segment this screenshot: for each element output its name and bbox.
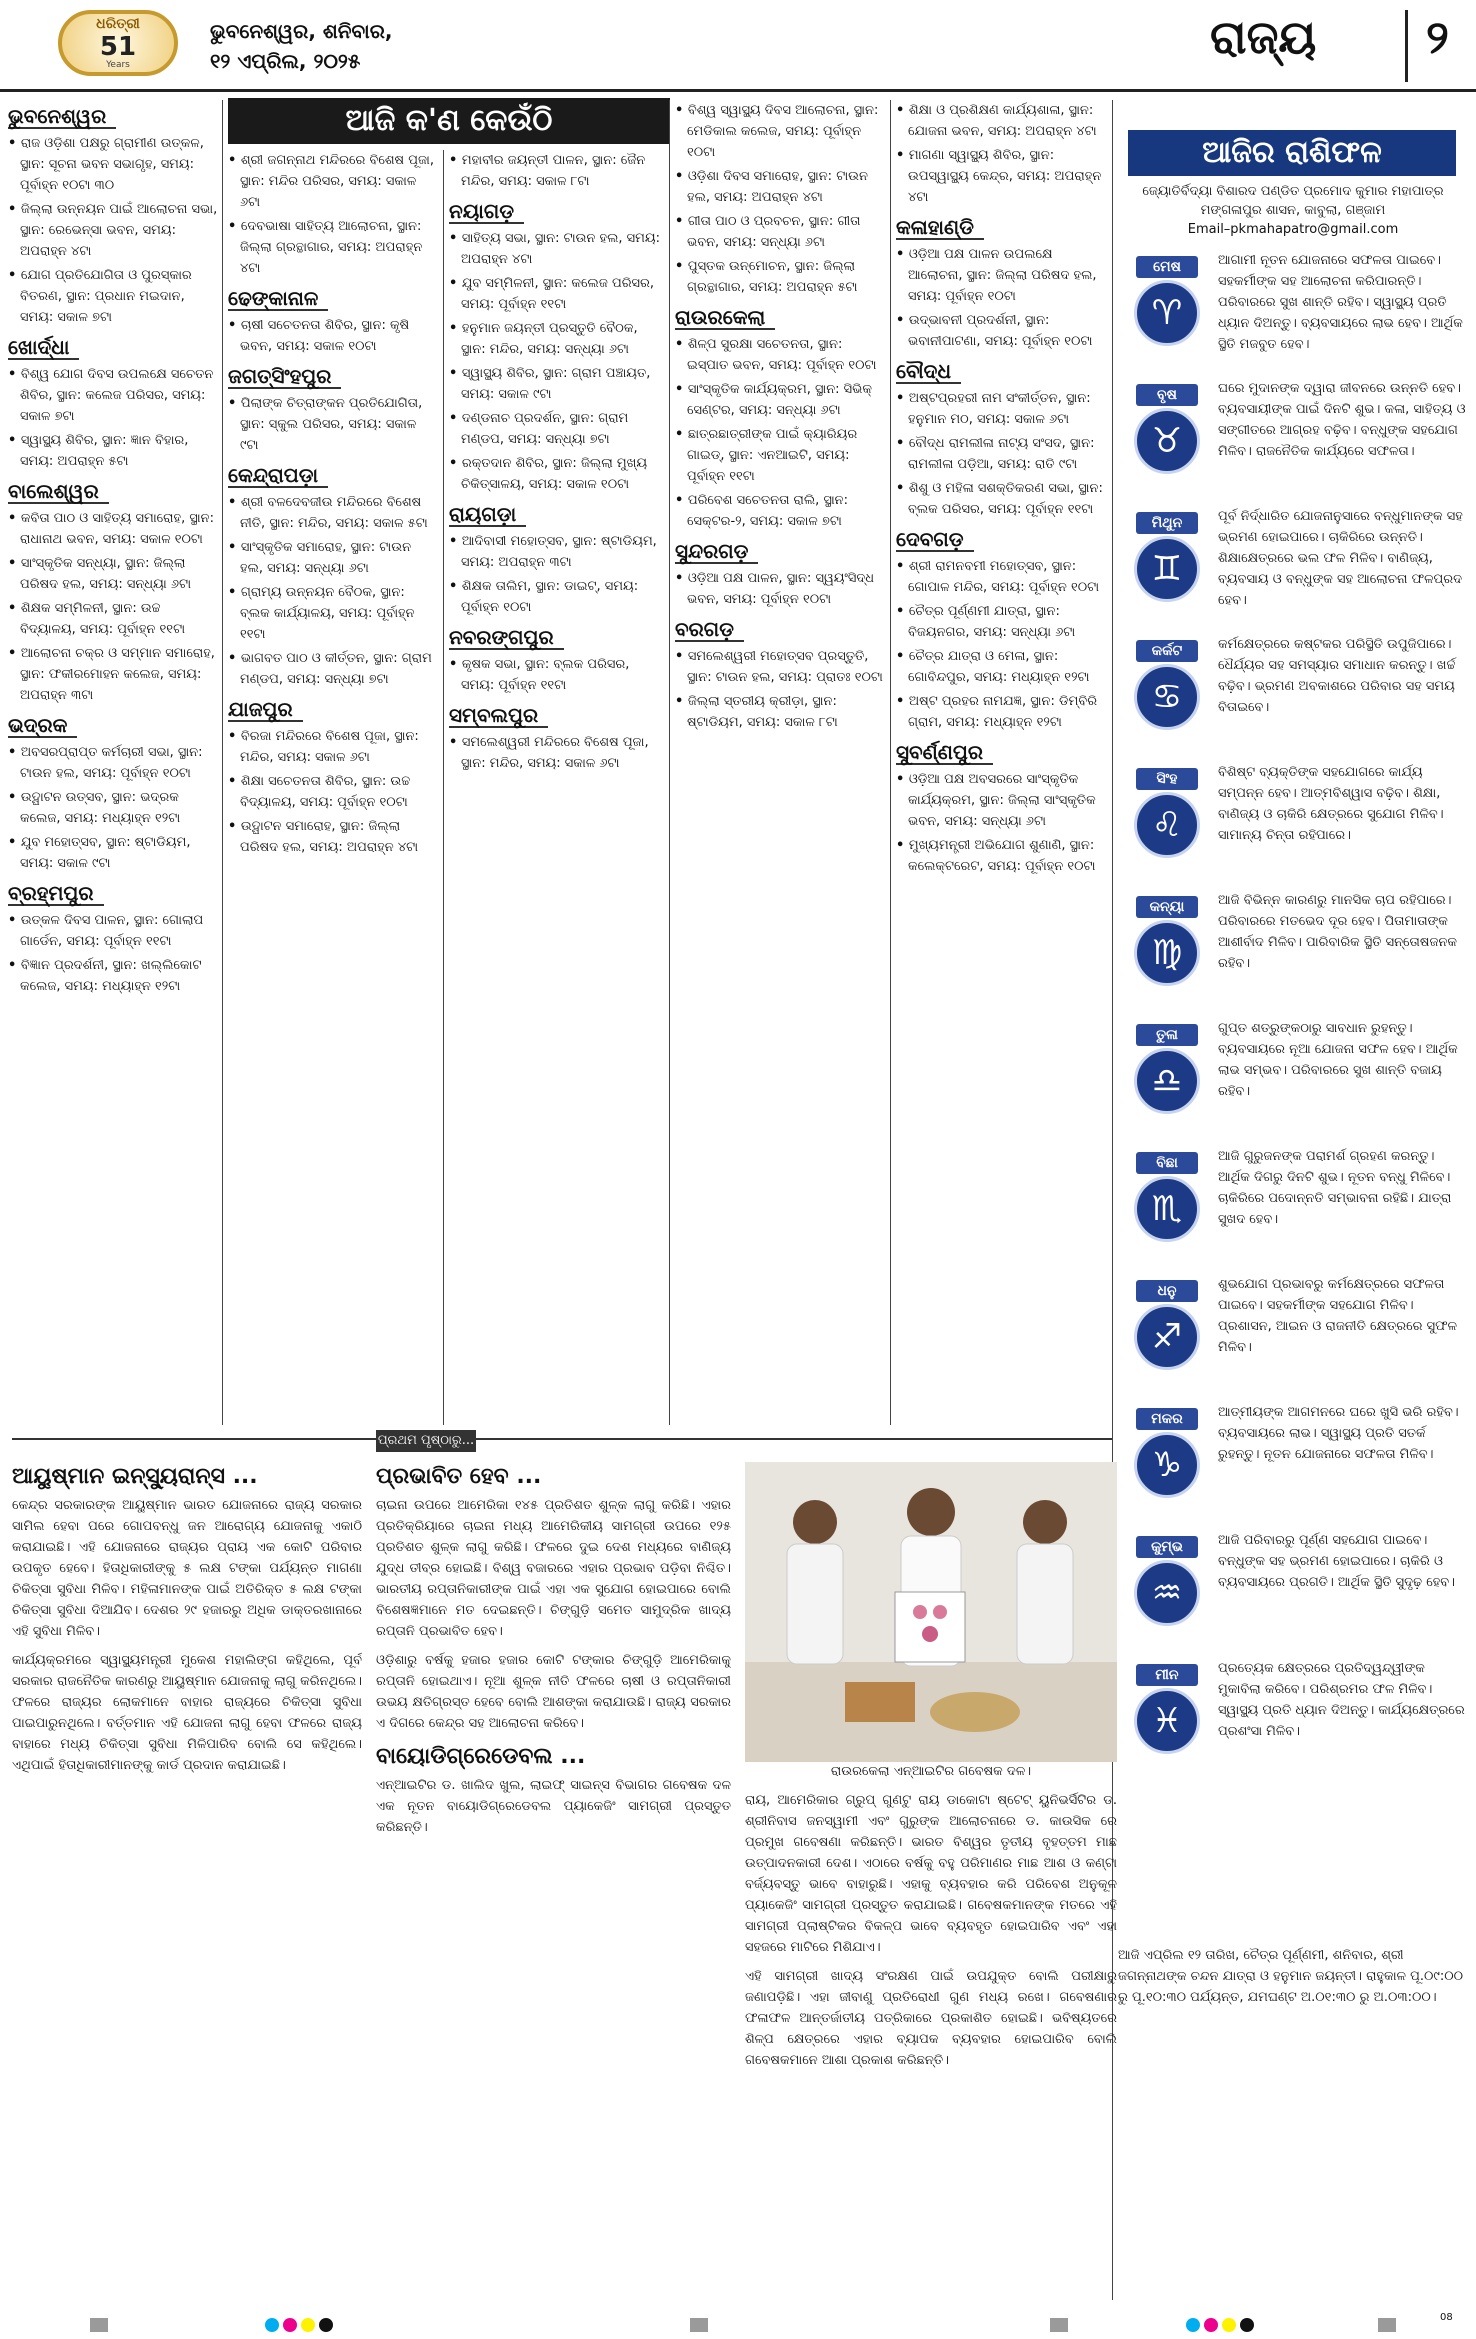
events-column-2 bbox=[228, 150, 438, 1425]
page-number: ୨ bbox=[1405, 10, 1449, 82]
zodiac-prediction: ଶୁଭଯୋଗ ପ୍ରଭାବରୁ କର୍ମକ୍ଷେତ୍ରରେ ସଫଳତା ପାଇବେ। ସହକର୍ମୀଙ୍କ ସହଯୋଗ ମିଳିବ। ପ୍ରଶାସନ, ଆଇନ ଓ ରାଜନୀତି କ୍ଷେତ୍ରରେ ସୁଫଳ ମିଳିବ। bbox=[1218, 1277, 1457, 1355]
zodiac-sign bbox=[1128, 1530, 1468, 1652]
almanac-note: ଆଜି ଏପ୍ରିଲ ୧୨ ତାରିଖ, ଚୈତ୍ର ପୂର୍ଣ୍ଣମୀ, ଶନିବାର, ଶ୍ରୀ ଜଗନ୍ନାଥଙ୍କ ଚନ୍ଦନ ଯାତ୍ରା ଓ ହନୁମାନ ଜୟନ୍ତୀ। ରାହୁକାଳ ପୂ.୦୯:୦୦ ରୁ ପୂ.୧୦:୩୦ ପର୍ଯ୍ୟନ୍ତ, ଯମଘଣ୍ଟ ଅ.୦୧:୩୦ ରୁ ଅ.୦୩:୦୦। bbox=[1118, 1948, 1464, 2005]
black-dot bbox=[319, 2318, 333, 2332]
article-body: ଏହି ସାମଗ୍ରୀ ଖାଦ୍ୟ ସଂରକ୍ଷଣ ପାଇଁ ଉପଯୁକ୍ତ ବୋଲି ପରୀକ୍ଷାରୁ ଜଣାପଡ଼ିଛି। ଏହା ଜୀବାଣୁ ପ୍ରତିରୋଧୀ ଗୁଣ ମଧ୍ୟ ରଖେ। ଗବେଷଣାର ଫଳାଫଳ ଆନ୍ତର୍ଜାତୀୟ ପତ୍ରିକାରେ ପ୍ରକାଶିତ ହୋଇଛି। ଭବିଷ୍ୟତରେ ଶିଳ୍ପ କ୍ଷେତ୍ରରେ ଏହାର ବ୍ୟାପକ ବ୍ୟବହାର ହୋଇପାରିବ ବୋଲି ଗବେଷକମାନେ ଆଶା ପ୍ରକାଶ କରିଛନ୍ତି। bbox=[745, 1969, 1117, 2068]
zodiac-name: ବୃଷ bbox=[1136, 384, 1198, 406]
events-column-4 bbox=[675, 100, 885, 1425]
article-headline: ଆୟୁଷ୍ମାନ ଇନ୍ସ୍ୟୁରାନ୍ସ ... bbox=[12, 1464, 258, 1489]
list-item: • ବିଶ୍ୱ ସ୍ୱାସ୍ଥ୍ୟ ଦିବସ ଆଲୋଚନା, ସ୍ଥାନ: ମେଡିକାଲ କଲେଜ, ସମୟ: ପୂର୍ବାହ୍ନ ୧୦ଟା bbox=[675, 100, 885, 163]
events-column-1 bbox=[8, 100, 218, 1425]
zodiac-name: ମିଥୁନ bbox=[1136, 512, 1198, 534]
zodiac-medallion bbox=[1128, 1664, 1208, 1756]
city-heading: ଢେଙ୍କାନାଳ bbox=[228, 288, 328, 311]
zodiac-prediction: କର୍ମକ୍ଷେତ୍ରରେ କଷ୍ଟକର ପରିସ୍ଥିତି ଉପୁଜିପାରେ। ଧୈର୍ଯ୍ୟର ସହ ସମସ୍ୟାର ସମାଧାନ କରନ୍ତୁ। ଖର୍ଚ୍ଚ ବଢ଼ିବ। ଭ୍ରମଣ ଅବକାଶରେ ପରିବାର ସହ ସମୟ ବିତାଇବେ। bbox=[1218, 637, 1456, 715]
article-column-3 bbox=[745, 1790, 1117, 2310]
list-item: • ଶ୍ରୀ ବଳଦେବଜୀଉ ମନ୍ଦିରରେ ବିଶେଷ ନୀତି, ସ୍ଥାନ: ମନ୍ଦିର, ସମୟ: ସକାଳ ୫ଟା bbox=[228, 492, 438, 534]
zodiac-name: କନ୍ୟା bbox=[1136, 896, 1198, 918]
list-item: • ଅବସରପ୍ରାପ୍ତ କର୍ମଚାରୀ ସଭା, ସ୍ଥାନ: ଟାଉନ ହଲ, ସମୟ: ପୂର୍ବାହ୍ନ ୧୦ଟା bbox=[8, 742, 218, 784]
article-body: ରାୟ, ଆମେରିକାର ଗ୍ରୁପ୍ ଗୁଣଟୁ ରାୟ ଡାକୋଟା ଷ୍ଟେଟ୍ ୟୁନିଭର୍ସିଟିର ଡ. ଶ୍ରୀନିବାସ ଜନସ୍ୱାମୀ ଏବଂ ଗୁରୁଙ୍କ ଆଲୋଚନାରେ ଡ. କାଉସିକ ରେ ପ୍ରମୁଖ ଗବେଷଣା କରିଛନ୍ତି। ଭାରତ ବିଶ୍ୱର ତୃତୀୟ ବୃହତ୍ତମ ମାଛ ଉତ୍ପାଦନକାରୀ ଦେଶ। ଏଠାରେ ବର୍ଷକୁ ବହୁ ପରିମାଣର ମାଛ ଆଶ ଓ କଣ୍ଟା ବର୍ଜ୍ୟବସ୍ତୁ ଭାବେ ବାହାରୁଛି। ଏହାକୁ ବ୍ୟବହାର କରି ପରିବେଶ ଅନୁକୂଳ ପ୍ୟାକେଜିଂ ସାମଗ୍ରୀ ପ୍ରସ୍ତୁତ କରାଯାଇଛି। ଗବେଷକମାନଙ୍କ ମତରେ ଏହି ସାମଗ୍ରୀ ପ୍ଲାଷ୍ଟିକର ବିକଳ୍ପ ଭାବେ ବ୍ୟବହୃତ ହୋଇପାରିବ ଏବଂ ଏହା ସହଜରେ ମାଟିରେ ମିଶିଯାଏ। bbox=[745, 1793, 1117, 1955]
list-item: • ଶିକ୍ଷକ ତାଲିମ, ସ୍ଥାନ: ଡାଇଟ୍, ସମୟ: ପୂର୍ବାହ୍ନ ୧୦ଟା bbox=[449, 576, 664, 618]
zodiac-name: ମୀନ bbox=[1136, 1664, 1198, 1686]
list-item: • ଚୈତ୍ର ପୂର୍ଣ୍ଣମୀ ଯାତ୍ରା, ସ୍ଥାନ: ବିଜୟନଗର, ସମୟ: ସନ୍ଧ୍ୟା ୬ଟା bbox=[896, 601, 1106, 643]
list-item: • ଓଡ଼ିଆ ପକ୍ଷ ପାଳନ, ସ୍ଥାନ: ସ୍ୱୟଂସିଦ୍ଧ ଭବନ, ସମୟ: ପୂର୍ବାହ୍ନ ୧୦ଟା bbox=[675, 568, 885, 610]
city-heading: ରାୟଗଡ଼ା bbox=[449, 504, 526, 527]
list-item: • ହନୁମାନ ଜୟନ୍ତୀ ପ୍ରସ୍ତୁତି ବୈଠକ, ସ୍ଥାନ: ମନ୍ଦିର, ସମୟ: ସନ୍ଧ୍ୟା ୬ଟା bbox=[449, 318, 664, 360]
list-item: • ବିଜ୍ଞାନ ପ୍ରଦର୍ଶନୀ, ସ୍ଥାନ: ଖଲ୍ଲିକୋଟ କଲେଜ, ସମୟ: ମଧ୍ୟାହ୍ନ ୧୨ଟା bbox=[8, 955, 218, 997]
list-item: • ମାଗଣା ସ୍ୱାସ୍ଥ୍ୟ ଶିବିର, ସ୍ଥାନ: ଉପସ୍ୱାସ୍ଥ୍ୟ କେନ୍ଦ୍ର, ସମୟ: ଅପରାହ୍ନ ୪ଟା bbox=[896, 145, 1106, 208]
page-code: 08 bbox=[1440, 2312, 1453, 2323]
zodiac-medallion bbox=[1128, 256, 1208, 348]
list-item: • ଉତ୍କଳ ଦିବସ ପାଳନ, ସ୍ଥାନ: ଗୋଲାପ ଗାର୍ଡେନ, ସମୟ: ପୂର୍ବାହ୍ନ ୧୧ଟା bbox=[8, 910, 218, 952]
zodiac-prediction: ଆଜି ଗୁରୁଜନଙ୍କ ପରାମର୍ଶ ଗ୍ରହଣ କରନ୍ତୁ। ଆର୍ଥିକ ଦିଗରୁ ଦିନଟି ଶୁଭ। ନୂତନ ବନ୍ଧୁ ମିଳିବେ। ଚାକିରିରେ ପଦୋନ୍ନତି ସମ୍ଭାବନା ରହିଛି। ଯାତ୍ରା ସୁଖଦ ହେବ। bbox=[1218, 1149, 1452, 1227]
zodiac-medallion bbox=[1128, 1152, 1208, 1244]
zodiac-medallion bbox=[1128, 1280, 1208, 1372]
list-item: • ମୁଖ୍ୟମନ୍ତ୍ରୀ ଅଭିଯୋଗ ଶୁଣାଣି, ସ୍ଥାନ: କଲେକ୍ଟରେଟ, ସମୟ: ପୂର୍ବାହ୍ନ ୧୦ଟା bbox=[896, 835, 1106, 877]
photo-illustration bbox=[745, 1462, 1117, 1762]
list-item: • ପିଲାଙ୍କ ଚିତ୍ରାଙ୍କନ ପ୍ରତିଯୋଗିତା, ସ୍ଥାନ: ସ୍କୁଲ ପରିସର, ସମୟ: ସକାଳ ୯ଟା bbox=[228, 393, 438, 456]
list-item: • ଗ୍ରାମ୍ୟ ଉନ୍ନୟନ ବୈଠକ, ସ୍ଥାନ: ବ୍ଲକ କାର୍ଯ୍ୟାଳୟ, ସମୟ: ପୂର୍ବାହ୍ନ ୧୧ଟା bbox=[228, 582, 438, 645]
list-item: • ଶ୍ରୀ ଜଗନ୍ନାଥ ମନ୍ଦିରରେ ବିଶେଷ ପୂଜା, ସ୍ଥାନ: ମନ୍ଦିର ପରିସର, ସମୟ: ସକାଳ ୬ଟା bbox=[228, 150, 438, 213]
list-item: • ଆଦିବାସୀ ମହୋତ୍ସବ, ସ୍ଥାନ: ଷ୍ଟାଡିୟମ, ସମୟ: ଅପରାହ୍ନ ୩ଟା bbox=[449, 531, 664, 573]
zodiac-name: ମେଷ bbox=[1136, 256, 1198, 278]
zodiac-symbol-icon: ♋ bbox=[1134, 664, 1200, 730]
masthead bbox=[0, 0, 1476, 92]
cyan-dot bbox=[1186, 2318, 1200, 2332]
magenta-dot bbox=[1204, 2318, 1218, 2332]
city-heading: ଭୁବନେଶ୍ୱର bbox=[8, 106, 116, 129]
article-body: ଚାଇନା ଉପରେ ଆମେରିକା ୧୪୫ ପ୍ରତିଶତ ଶୁଳ୍କ ଲାଗୁ କରିଛି। ଏହାର ପ୍ରତିକ୍ରିୟାରେ ଚାଇନା ମଧ୍ୟ ଆମେରିକୀୟ ସାମଗ୍ରୀ ଉପରେ ୧୨୫ ପ୍ରତିଶତ ଶୁଳ୍କ ଲାଗୁ କରିଛି। ଫଳରେ ଦୁଇ ଦେଶ ମଧ୍ୟରେ ବାଣିଜ୍ୟ ଯୁଦ୍ଧ ତୀବ୍ର ହୋଇଛି। ବିଶ୍ୱ ବଜାରରେ ଏହାର ପ୍ରଭାବ ପଡ଼ିବା ନିଶ୍ଚିତ। ଭାରତୀୟ ରପ୍ତାନିକାରୀଙ୍କ ପାଇଁ ଏହା ଏକ ସୁଯୋଗ ହୋଇପାରେ ବୋଲି ବିଶେଷଜ୍ଞମାନେ ମତ ଦେଇଛନ୍ତି। ଚିଙ୍ଗୁଡ଼ି ସମେତ ସାମୁଦ୍ରିକ ଖାଦ୍ୟ ରପ୍ତାନି ପ୍ରଭାବିତ ହେବ। bbox=[376, 1498, 731, 1639]
logo-years: Years bbox=[106, 60, 130, 70]
zodiac-name: କୁମ୍ଭ bbox=[1136, 1536, 1198, 1558]
list-item: • ବିଶ୍ୱ ଯୋଗ ଦିବସ ଉପଲକ୍ଷେ ସଚେତନ ଶିବିର, ସ୍ଥାନ: କଲେଜ ପରିସର, ସମୟ: ସକାଳ ୭ଟା bbox=[8, 364, 218, 427]
list-item: • ଅଷ୍ଟ ପ୍ରହର ନାମଯଜ୍ଞ, ସ୍ଥାନ: ଡିମ୍ବିରି ଗ୍ରାମ, ସମୟ: ମଧ୍ୟାହ୍ନ ୧୨ଟା bbox=[896, 691, 1106, 733]
article-headline: ବାୟୋଡିଗ୍ରେଡେବଲ ... bbox=[376, 1744, 586, 1769]
article-column-1 bbox=[12, 1460, 362, 2310]
list-item: • ସାହିତ୍ୟ ସଭା, ସ୍ଥାନ: ଟାଉନ ହଲ, ସମୟ: ଅପରାହ୍ନ ୪ଟା bbox=[449, 228, 664, 270]
print-registration-strip bbox=[0, 2312, 1476, 2339]
column-divider bbox=[222, 100, 223, 1425]
zodiac-prediction: ପୂର୍ବ ନିର୍ଦ୍ଧାରିତ ଯୋଜନାନୁସାରେ ବନ୍ଧୁମାନଙ୍କ ସହ ଭ୍ରମଣ ହୋଇପାରେ। ଚାକିରିରେ ଉନ୍ନତି। ଶିକ୍ଷାକ୍ଷେତ୍ରରେ ଭଲ ଫଳ ମିଳିବ। ବାଣିଜ୍ୟ, ବ୍ୟବସାୟ ଓ ବନ୍ଧୁଙ୍କ ସହ ଆଲୋଚନା ଫଳପ୍ରଦ ହେବ। bbox=[1218, 509, 1463, 608]
dateline: ଭୁବନେଶ୍ୱର, ଶନିବାର, ୧୨ ଏପ୍ରିଲ, ୨୦୨୫ bbox=[210, 19, 393, 73]
list-item: • ଜିଲ୍ଲା ଉନ୍ନୟନ ପାଇଁ ଆଲୋଚନା ସଭା, ସ୍ଥାନ: ରେଭେନ୍ସା ଭବନ, ସମୟ: ଅପରାହ୍ନ ୪ଟା bbox=[8, 199, 218, 262]
logo-number: 51 bbox=[99, 32, 137, 62]
list-item: • ସ୍ୱାସ୍ଥ୍ୟ ଶିବିର, ସ୍ଥାନ: ଜ୍ଞାନ ବିହାର, ସମୟ: ଅପରାହ୍ନ ୫ଟା bbox=[8, 430, 218, 472]
zodiac-symbol-icon: ♒ bbox=[1134, 1560, 1200, 1626]
city-heading: ନବରଙ୍ଗପୁର bbox=[449, 627, 564, 650]
city-heading: କଳାହାଣ୍ଡି bbox=[896, 217, 984, 240]
zodiac-name: ବିଛା bbox=[1136, 1152, 1198, 1174]
city-heading: ସମ୍ବଲପୁର bbox=[449, 705, 548, 728]
city-heading: ଭଦ୍ରକ bbox=[8, 715, 77, 738]
city-heading: ରାଉରକେଲା bbox=[675, 307, 775, 330]
zodiac-sign bbox=[1128, 506, 1468, 628]
article-body: ଏନ୍ଆଇଟିର ଡ. ଖାଲିଦ ଖୁଲ, ଲାଇଫ୍ ସାଇନ୍ସ ବିଭାଗର ଗବେଷକ ଦଳ ଏକ ନୂତନ ବାୟୋଡିଗ୍ରେଡେବଲ ପ୍ୟାକେଜିଂ ସାମଗ୍ରୀ ପ୍ରସ୍ତୁତ କରିଛନ୍ତି। bbox=[376, 1778, 731, 1835]
zodiac-prediction: ବିଶିଷ୍ଟ ବ୍ୟକ୍ତିଙ୍କ ସହଯୋଗରେ କାର୍ଯ୍ୟ ସମ୍ପନ୍ନ ହେବ। ଆତ୍ମବିଶ୍ୱାସ ବଢ଼ିବ। ଶିକ୍ଷା, ବାଣିଜ୍ୟ ଓ ଚାକିରି କ୍ଷେତ୍ରରେ ସୁଯୋଗ ମିଳିବ। ସାମାନ୍ୟ ଚିନ୍ତା ରହିପାରେ। bbox=[1218, 765, 1444, 843]
list-item: • ଉଦ୍ଭାବନୀ ପ୍ରଦର୍ଶନୀ, ସ୍ଥାନ: ଭବାନୀପାଟଣା, ସମୟ: ପୂର୍ବାହ୍ନ ୧୦ଟା bbox=[896, 310, 1106, 352]
zodiac-sign bbox=[1128, 1658, 1468, 1780]
list-item: • ପୁସ୍ତକ ଉନ୍ମୋଚନ, ସ୍ଥାନ: ଜିଲ୍ଲା ଗ୍ରନ୍ଥାଗାର, ସମୟ: ଅପରାହ୍ନ ୫ଟା bbox=[675, 256, 885, 298]
yellow-dot bbox=[301, 2318, 315, 2332]
city-heading: ସୁବର୍ଣ୍ଣପୁର bbox=[896, 742, 993, 765]
article-headline: ପ୍ରଭାବିତ ହେବ ... bbox=[376, 1464, 542, 1489]
zodiac-symbol-icon: ♑ bbox=[1134, 1432, 1200, 1498]
list-item: • ଶିକ୍ଷକ ସମ୍ମିଳନୀ, ସ୍ଥାନ: ଉଚ୍ଚ ବିଦ୍ୟାଳୟ, ସମୟ: ପୂର୍ବାହ୍ନ ୧୧ଟା bbox=[8, 598, 218, 640]
column-divider bbox=[669, 100, 670, 1425]
zodiac-prediction: ଆଜି ପରିବାରରୁ ପୂର୍ଣ୍ଣ ସହଯୋଗ ପାଇବେ। ବନ୍ଧୁଙ୍କ ସହ ଭ୍ରମଣ ହୋଇପାରେ। ଚାକିରି ଓ ବ୍ୟବସାୟରେ ପ୍ରଗତି। ଆର୍ଥିକ ସ୍ଥିତି ସୁଦୃଢ଼ ହେବ। bbox=[1218, 1533, 1456, 1590]
registration-bar bbox=[690, 2318, 708, 2332]
zodiac-name: ତୁଳା bbox=[1136, 1024, 1198, 1046]
city-heading: ଖୋର୍ଦ୍ଧା bbox=[8, 337, 79, 360]
list-item: • ମହାବୀର ଜୟନ୍ତୀ ପାଳନ, ସ୍ଥାନ: ଜୈନ ମନ୍ଦିର, ସମୟ: ସକାଳ ୮ଟା bbox=[449, 150, 664, 192]
list-item: • ଆଲୋଚନା ଚକ୍ର ଓ ସମ୍ମାନ ସମାରୋହ, ସ୍ଥାନ: ଫକୀରମୋହନ କଲେଜ, ସମୟ: ଅପରାହ୍ନ ୩ଟା bbox=[8, 643, 218, 706]
zodiac-medallion bbox=[1128, 640, 1208, 732]
registration-bar bbox=[1050, 2318, 1068, 2332]
section-header bbox=[1200, 6, 1470, 86]
zodiac-symbol-icon: ♐ bbox=[1134, 1304, 1200, 1370]
zodiac-sign bbox=[1128, 634, 1468, 756]
list-item: • ଶିଳ୍ପ ସୁରକ୍ଷା ସଚେତନତା, ସ୍ଥାନ: ଇସ୍ପାତ ଭବନ, ସମୟ: ପୂର୍ବାହ୍ନ ୧୦ଟା bbox=[675, 334, 885, 376]
list-item: • ଦଣ୍ଡନାଚ ପ୍ରଦର୍ଶନ, ସ୍ଥାନ: ଗ୍ରାମ ମଣ୍ଡପ, ସମୟ: ସନ୍ଧ୍ୟା ୭ଟା bbox=[449, 408, 664, 450]
zodiac-medallion bbox=[1128, 1408, 1208, 1500]
magenta-dot bbox=[283, 2318, 297, 2332]
registration-bar bbox=[90, 2318, 108, 2332]
zodiac-prediction: ପ୍ରତ୍ୟେକ କ୍ଷେତ୍ରରେ ପ୍ରତିଦ୍ୱନ୍ଦ୍ୱୀଙ୍କ ମୁକାବିଲା କରିବେ। ପରିଶ୍ରମର ଫଳ ମିଳିବ। ସ୍ୱାସ୍ଥ୍ୟ ପ୍ରତି ଧ୍ୟାନ ଦିଅନ୍ତୁ। କାର୍ଯ୍ୟକ୍ଷେତ୍ରରେ ପ୍ରଶଂସା ମିଳିବ। bbox=[1218, 1661, 1465, 1739]
horoscope-title: ଆଜିର ରାଶିଫଳ bbox=[1128, 130, 1456, 176]
list-item: • ରକ୍ତଦାନ ଶିବିର, ସ୍ଥାନ: ଜିଲ୍ଲା ମୁଖ୍ୟ ଚିକିତ୍ସାଳୟ, ସମୟ: ସକାଳ ୧୦ଟା bbox=[449, 453, 664, 495]
events-column-3 bbox=[449, 150, 664, 1425]
zodiac-prediction: ଘରେ ମୁଦାନଙ୍କ ଦ୍ୱାରା ଜୀବନରେ ଉନ୍ନତି ହେବ। ବ୍ୟବସାୟୀଙ୍କ ପାଇଁ ଦିନଟି ଶୁଭ। କଳା, ସାହିତ୍ୟ ଓ ସଙ୍ଗୀତରେ ଆଗ୍ରହ ବଢ଼ିବ। ବନ୍ଧୁଙ୍କ ସହଯୋଗ ମିଳିବ। ରାଜନୈତିକ କାର୍ଯ୍ୟରେ ସଫଳତା। bbox=[1218, 381, 1466, 459]
list-item: • ବୌଦ୍ଧ ରାମଲୀଳା ନାଟ୍ୟ ସଂସଦ, ସ୍ଥାନ: ରାମଲୀଳା ପଡ଼ିଆ, ସମୟ: ରାତି ୯ଟା bbox=[896, 433, 1106, 475]
list-item: • ଯୁବ ମହୋତ୍ସବ, ସ୍ଥାନ: ଷ୍ଟାଡିୟମ, ସମୟ: ସକାଳ ୯ଟା bbox=[8, 832, 218, 874]
section-name: ରାଜ୍ୟ bbox=[1210, 10, 1317, 64]
list-item: • ଚୈତ୍ର ଯାତ୍ରା ଓ ମେଳା, ସ୍ଥାନ: ଗୋବିନ୍ଦପୁର, ସମୟ: ମଧ୍ୟାହ୍ନ ୧୨ଟା bbox=[896, 646, 1106, 688]
list-item: • ଓଡ଼ିଆ ପକ୍ଷ ପାଳନ ଉପଲକ୍ଷେ ଆଲୋଚନା, ସ୍ଥାନ: ଜିଲ୍ଲା ପରିଷଦ ହଲ, ସମୟ: ପୂର୍ବାହ୍ନ ୧୦ଟା bbox=[896, 244, 1106, 307]
list-item: • ଭାଗବତ ପାଠ ଓ କୀର୍ତ୍ତନ, ସ୍ଥାନ: ଗ୍ରାମ ମଣ୍ଡପ, ସମୟ: ସନ୍ଧ୍ୟା ୭ଟା bbox=[228, 648, 438, 690]
logo-brand: ଧରିତ୍ରୀ bbox=[96, 16, 140, 32]
cyan-dot bbox=[265, 2318, 279, 2332]
list-item: • ସାଂସ୍କୃତିକ କାର୍ଯ୍ୟକ୍ରମ, ସ୍ଥାନ: ସିଭିକ୍ ସେଣ୍ଟର, ସମୟ: ସନ୍ଧ୍ୟା ୬ଟା bbox=[675, 379, 885, 421]
zodiac-medallion bbox=[1128, 1536, 1208, 1628]
city-heading: କେନ୍ଦ୍ରାପଡ଼ା bbox=[228, 465, 328, 488]
list-item: • ସମଲେଶ୍ୱରୀ ମହୋତ୍ସବ ପ୍ରସ୍ତୁତି, ସ୍ଥାନ: ଟାଉନ ହଲ, ସମୟ: ପ୍ରାତଃ ୧୦ଟା bbox=[675, 646, 885, 688]
zodiac-name: ମକର bbox=[1136, 1408, 1198, 1430]
zodiac-sign bbox=[1128, 890, 1468, 1012]
city-heading: ସୁନ୍ଦରଗଡ଼ bbox=[675, 541, 758, 564]
zodiac-medallion bbox=[1128, 768, 1208, 860]
city-heading: ବୌଦ୍ଧ bbox=[896, 361, 961, 384]
zodiac-name: କର୍କଟ bbox=[1136, 640, 1198, 662]
zodiac-sign bbox=[1128, 1402, 1468, 1524]
list-item: • ଉଦ୍ଘାଟନ ଉତ୍ସବ, ସ୍ଥାନ: ଭଦ୍ରକ କଲେଜ, ସମୟ: ମଧ୍ୟାହ୍ନ ୧୨ଟା bbox=[8, 787, 218, 829]
zodiac-symbol-icon: ♓ bbox=[1134, 1688, 1200, 1754]
list-item: • ଓଡ଼ିଶା ଦିବସ ସମାରୋହ, ସ୍ଥାନ: ଟାଉନ ହଲ, ସମୟ: ଅପରାହ୍ନ ୪ଟା bbox=[675, 166, 885, 208]
registration-bar bbox=[1378, 2318, 1396, 2332]
zodiac-symbol-icon: ♉ bbox=[1134, 408, 1200, 474]
zodiac-symbol-icon: ♌ bbox=[1134, 792, 1200, 858]
list-item: • ଶିଶୁ ଓ ମହିଳା ସଶକ୍ତିକରଣ ସଭା, ସ୍ଥାନ: ବ୍ଲକ ପରିସର, ସମୟ: ପୂର୍ବାହ୍ନ ୧୧ଟା bbox=[896, 478, 1106, 520]
black-dot bbox=[1240, 2318, 1254, 2332]
list-item: • ରାଜ ଓଡ଼ିଶା ପକ୍ଷରୁ ଗ୍ରାମୀଣ ଉତ୍କଳ, ସ୍ଥାନ: ସୂଚନା ଭବନ ସଭାଗୃହ, ସମୟ: ପୂର୍ବାହ୍ନ ୧୦ଟା ୩୦ bbox=[8, 133, 218, 196]
list-item: • ସ୍ୱାସ୍ଥ୍ୟ ଶିବିର, ସ୍ଥାନ: ଗ୍ରାମ ପଞ୍ଚାୟତ, ସମୟ: ସକାଳ ୯ଟା bbox=[449, 363, 664, 405]
list-item: • ଦେବଭାଷା ସାହିତ୍ୟ ଆଲୋଚନା, ସ୍ଥାନ: ଜିଲ୍ଲା ଗ୍ରନ୍ଥାଗାର, ସମୟ: ଅପରାହ୍ନ ୪ଟା bbox=[228, 216, 438, 279]
list-item: • ଛାତ୍ରଛାତ୍ରୀଙ୍କ ପାଇଁ କ୍ୟାରିୟର ଗାଇଡ୍, ସ୍ଥାନ: ଏନଆଇଟି, ସମୟ: ପୂର୍ବାହ୍ନ ୧୧ଟା bbox=[675, 424, 885, 487]
city-heading: ଜଗତ୍‌ସିଂହପୁର bbox=[228, 366, 341, 389]
article-body: କେନ୍ଦ୍ର ସରକାରଙ୍କ ଆୟୁଷ୍ମାନ ଭାରତ ଯୋଜନାରେ ରାଜ୍ୟ ସରକାର ସାମିଲ ହେବା ପରେ ଗୋପବନ୍ଧୁ ଜନ ଆରୋଗ୍ୟ ଯୋଜନାକୁ ଏକାଠି କରାଯାଇଛି। ଏହି ଯୋଜନାରେ ରାଜ୍ୟର ପ୍ରାୟ ଏକ କୋଟି ପରିବାର ଉପକୃତ ହେବେ। ହିତାଧିକାରୀଙ୍କୁ ୫ ଲକ୍ଷ ଟଙ୍କା ପର୍ଯ୍ୟନ୍ତ ମାଗଣା ଚିକିତ୍ସା ସୁବିଧା ମିଳିବ। ମହିଳାମାନଙ୍କ ପାଇଁ ଅତିରିକ୍ତ ୫ ଲକ୍ଷ ଟଙ୍କା ଚିକିତ୍ସା ସୁବିଧା ଦିଆଯିବ। ଦେଶର ୨୯ ହଜାରରୁ ଅଧିକ ଡାକ୍ତରଖାନାରେ ଏହି ସୁବିଧା ମିଳିବ। bbox=[12, 1498, 362, 1639]
zodiac-symbol-icon: ♏ bbox=[1134, 1176, 1200, 1242]
zodiac-medallion bbox=[1128, 896, 1208, 988]
list-item: • ପରିବେଶ ସଚେତନତା ରାଲି, ସ୍ଥାନ: ସେକ୍ଟର-୨, ସମୟ: ସକାଳ ୭ଟା bbox=[675, 490, 885, 532]
zodiac-sign bbox=[1128, 1018, 1468, 1140]
zodiac-prediction: ଆଗାମୀ ନୂତନ ଯୋଜନାରେ ସଫଳତା ପାଇବେ। ସହକର୍ମୀଙ୍କ ସହ ଆଲୋଚନା କରିପାରନ୍ତି। ପରିବାରରେ ସୁଖ ଶାନ୍ତି ରହିବ। ସ୍ୱାସ୍ଥ୍ୟ ପ୍ରତି ଧ୍ୟାନ ଦିଅନ୍ତୁ। ବ୍ୟବସାୟରେ ଲାଭ ହେବ। ଆର୍ଥିକ ସ୍ଥିତି ମଜବୁତ ହେବ। bbox=[1218, 253, 1463, 352]
list-item: • ଯୋଗ ପ୍ରତିଯୋଗିତା ଓ ପୁରସ୍କାର ବିତରଣ, ସ୍ଥାନ: ପ୍ରଧାନ ମଇଦାନ, ସମୟ: ସକାଳ ୭ଟା bbox=[8, 265, 218, 328]
list-item: • ଶିକ୍ଷା ସଚେତନତା ଶିବିର, ସ୍ଥାନ: ଉଚ୍ଚ ବିଦ୍ୟାଳୟ, ସମୟ: ପୂର୍ବାହ୍ନ ୧୦ଟା bbox=[228, 771, 438, 813]
list-item: • ଅଷ୍ଟପ୍ରହରୀ ନାମ ସଂକୀର୍ତ୍ତନ, ସ୍ଥାନ: ହନୁମାନ ମଠ, ସମୟ: ସକାଳ ୬ଟା bbox=[896, 388, 1106, 430]
city-heading: ଯାଜପୁର bbox=[228, 699, 303, 722]
continued-tag: ପ୍ରଥମ ପୃଷ୍ଠାରୁ... bbox=[376, 1430, 476, 1452]
anniversary-logo bbox=[58, 10, 178, 76]
zodiac-name: ସିଂହ bbox=[1136, 768, 1198, 790]
photo-caption: ରାଉରକେଲା ଏନ୍ଆଇଟିର ଗବେଷକ ଦଳ। bbox=[830, 1764, 1032, 1779]
list-item: • ଓଡ଼ିଆ ପକ୍ଷ ଅବସରରେ ସାଂସ୍କୃତିକ କାର୍ଯ୍ୟକ୍ରମ, ସ୍ଥାନ: ଜିଲ୍ଲା ସାଂସ୍କୃତିକ ଭବନ, ସମୟ: ସନ୍ଧ୍ୟା ୬ଟା bbox=[896, 769, 1106, 832]
list-item: • ସାଂସ୍କୃତିକ ସମାରୋହ, ସ୍ଥାନ: ଟାଉନ ହଲ, ସମୟ: ସନ୍ଧ୍ୟା ୬ଟା bbox=[228, 537, 438, 579]
list-item: • ବିରଜା ମନ୍ଦିରରେ ବିଶେଷ ପୂଜା, ସ୍ଥାନ: ମନ୍ଦିର, ସମୟ: ସକାଳ ୬ଟା bbox=[228, 726, 438, 768]
city-heading: ବରଗଡ଼ bbox=[675, 619, 744, 642]
zodiac-symbol-icon: ♊ bbox=[1134, 536, 1200, 602]
zodiac-sign bbox=[1128, 762, 1468, 884]
column-divider bbox=[443, 150, 444, 1425]
city-heading: ବାଲେଶ୍ୱର bbox=[8, 481, 109, 504]
zodiac-symbol-icon: ♍ bbox=[1134, 920, 1200, 986]
zodiac-sign bbox=[1128, 1146, 1468, 1268]
list-item: • ସାଂସ୍କୃତିକ ସନ୍ଧ୍ୟା, ସ୍ଥାନ: ଜିଲ୍ଲା ପରିଷଦ ହଲ, ସମୟ: ସନ୍ଧ୍ୟା ୬ଟା bbox=[8, 553, 218, 595]
zodiac-medallion bbox=[1128, 512, 1208, 604]
article-column-2 bbox=[376, 1460, 731, 2310]
events-column-5 bbox=[896, 100, 1106, 1425]
city-heading: ଦେବଗଡ଼ bbox=[896, 529, 974, 552]
zodiac-sign bbox=[1128, 1274, 1468, 1396]
horoscope-author: ଜ୍ୟୋତିର୍ବିଦ୍ୟା ବିଶାରଦ ପଣ୍ଡିତ ପ୍ରମୋଦ କୁମାର ମହାପାତ୍ର ମଙ୍ଗଳାପୁର ଶାସନ, କାବୁଲା, ଗଞ୍ଜାମ Email–pkmahapatro@gmail.com bbox=[1142, 184, 1444, 237]
article-body: କାର୍ଯ୍ୟକ୍ରମରେ ସ୍ୱାସ୍ଥ୍ୟମନ୍ତ୍ରୀ ମୁକେଶ ମହାଲିଙ୍ଗ କହିଥିଲେ, ପୂର୍ବ ସରକାର ରାଜନୈତିକ କାରଣରୁ ଆୟୁଷ୍ମାନ ଯୋଜନାକୁ ଲାଗୁ କରିନଥିଲେ। ଫଳରେ ରାଜ୍ୟର ଲୋକମାନେ ବାହାର ରାଜ୍ୟରେ ଚିକିତ୍ସା ସୁବିଧା ପାଇପାରୁନଥିଲେ। ବର୍ତ୍ତମାନ ଏହି ଯୋଜନା ଲାଗୁ ହେବା ଫଳରେ ରାଜ୍ୟ ବାହାରେ ମଧ୍ୟ ଚିକିତ୍ସା ସୁବିଧା ମିଳିପାରିବ ବୋଲି ସେ କହିଥିଲେ। ଏଥିପାଇଁ ହିତାଧିକାରୀମାନଙ୍କୁ କାର୍ଡ ପ୍ରଦାନ କରାଯାଇଛି। bbox=[12, 1653, 362, 1773]
city-heading: ବ୍ରହ୍ମପୁର bbox=[8, 883, 104, 906]
city-heading: ନୟାଗଡ଼ bbox=[449, 201, 524, 224]
zodiac-medallion bbox=[1128, 384, 1208, 476]
zodiac-medallion bbox=[1128, 1024, 1208, 1116]
zodiac-symbol-icon: ♎ bbox=[1134, 1048, 1200, 1114]
list-item: • ଗୀତା ପାଠ ଓ ପ୍ରବଚନ, ସ୍ଥାନ: ଗୀତା ଭବନ, ସମୟ: ସନ୍ଧ୍ୟା ୬ଟା bbox=[675, 211, 885, 253]
list-item: • ଉଦ୍ଘାଟନ ସମାରୋହ, ସ୍ଥାନ: ଜିଲ୍ଲା ପରିଷଦ ହଲ, ସମୟ: ଅପରାହ୍ନ ୪ଟା bbox=[228, 816, 438, 858]
zodiac-sign bbox=[1128, 250, 1468, 372]
list-item: • କବିତା ପାଠ ଓ ସାହିତ୍ୟ ସମାରୋହ, ସ୍ଥାନ: ରାଧାନାଥ ଭବନ, ସମୟ: ସକାଳ ୧୦ଟା bbox=[8, 508, 218, 550]
list-item: • ଯୁବ ସମ୍ମିଳନୀ, ସ୍ଥାନ: କଲେଜ ପରିସର, ସମୟ: ପୂର୍ବାହ୍ନ ୧୧ଟା bbox=[449, 273, 664, 315]
section-divider bbox=[12, 1438, 1112, 1440]
list-item: • ଚାଷୀ ସଚେତନତା ଶିବିର, ସ୍ଥାନ: କୃଷି ଭବନ, ସମୟ: ସକାଳ ୧୦ଟା bbox=[228, 315, 438, 357]
zodiac-sign bbox=[1128, 378, 1468, 500]
zodiac-symbol-icon: ♈ bbox=[1134, 280, 1200, 346]
zodiac-prediction: ଆତ୍ମୀୟଙ୍କ ଆଗମନରେ ଘରେ ଖୁସି ଭରି ରହିବ। ବ୍ୟବସାୟରେ ଲାଭ। ସ୍ୱାସ୍ଥ୍ୟ ପ୍ରତି ସତର୍କ ରୁହନ୍ତୁ। ନୂତନ ଯୋଜନାରେ ସଫଳତା ମିଳିବ। bbox=[1218, 1405, 1459, 1462]
list-item: • ଶିକ୍ଷା ଓ ପ୍ରଶିକ୍ଷଣ କାର୍ଯ୍ୟଶାଳା, ସ୍ଥାନ: ଯୋଜନା ଭବନ, ସମୟ: ଅପରାହ୍ନ ୪ଟା bbox=[896, 100, 1106, 142]
zodiac-prediction: ଆଜି ବିଭିନ୍ନ କାରଣରୁ ମାନସିକ ଚାପ ରହିପାରେ। ପରିବାରରେ ମତଭେଦ ଦୂର ହେବ। ପିତାମାତାଙ୍କ ଆଶୀର୍ବାଦ ମିଳିବ। ପାରିବାରିକ ସ୍ଥିତି ସନ୍ତୋଷଜନକ ରହିବ। bbox=[1218, 893, 1458, 971]
researchers-photo bbox=[745, 1462, 1117, 1762]
list-item: • ସମଲେଶ୍ୱରୀ ମନ୍ଦିରରେ ବିଶେଷ ପୂଜା, ସ୍ଥାନ: ମନ୍ଦିର, ସମୟ: ସକାଳ ୬ଟା bbox=[449, 732, 664, 774]
events-banner: ଆଜି କ'ଣ କେଉଁଠି bbox=[228, 98, 670, 144]
zodiac-prediction: ଗୁପ୍ତ ଶତ୍ରୁଙ୍କଠାରୁ ସାବଧାନ ରୁହନ୍ତୁ। ବ୍ୟବସାୟରେ ନୂଆ ଯୋଜନା ସଫଳ ହେବ। ଆର୍ଥିକ ଲାଭ ସମ୍ଭବ। ପରିବାରରେ ସୁଖ ଶାନ୍ତି ବଜାୟ ରହିବ। bbox=[1218, 1021, 1458, 1099]
list-item: • ଜିଲ୍ଲା ସ୍ତରୀୟ କ୍ରୀଡ଼ା, ସ୍ଥାନ: ଷ୍ଟାଡିୟମ, ସମୟ: ସକାଳ ୮ଟା bbox=[675, 691, 885, 733]
article-body: ଓଡ଼ିଶାରୁ ବର୍ଷକୁ ହଜାର ହଜାର କୋଟି ଟଙ୍କାର ଚିଙ୍ଗୁଡ଼ି ଆମେରିକାକୁ ରପ୍ତାନି ହୋଇଥାଏ। ନୂଆ ଶୁଳ୍କ ନୀତି ଫଳରେ ଚାଷୀ ଓ ରପ୍ତାନିକାରୀ ଉଭୟ କ୍ଷତିଗ୍ରସ୍ତ ହେବେ ବୋଲି ଆଶଙ୍କା କରାଯାଉଛି। ରାଜ୍ୟ ସରକାର ଏ ଦିଗରେ କେନ୍ଦ୍ର ସହ ଆଲୋଚନା କରିବେ। bbox=[376, 1653, 731, 1731]
list-item: • କୃଷକ ସଭା, ସ୍ଥାନ: ବ୍ଲକ ପରିସର, ସମୟ: ପୂର୍ବାହ୍ନ ୧୧ଟା bbox=[449, 654, 664, 696]
column-divider bbox=[890, 100, 891, 1425]
yellow-dot bbox=[1222, 2318, 1236, 2332]
zodiac-name: ଧନୁ bbox=[1136, 1280, 1198, 1302]
list-item: • ଶ୍ରୀ ରାମନବମୀ ମହୋତ୍ସବ, ସ୍ଥାନ: ଗୋପାଳ ମନ୍ଦିର, ସମୟ: ପୂର୍ବାହ୍ନ ୧୦ଟା bbox=[896, 556, 1106, 598]
